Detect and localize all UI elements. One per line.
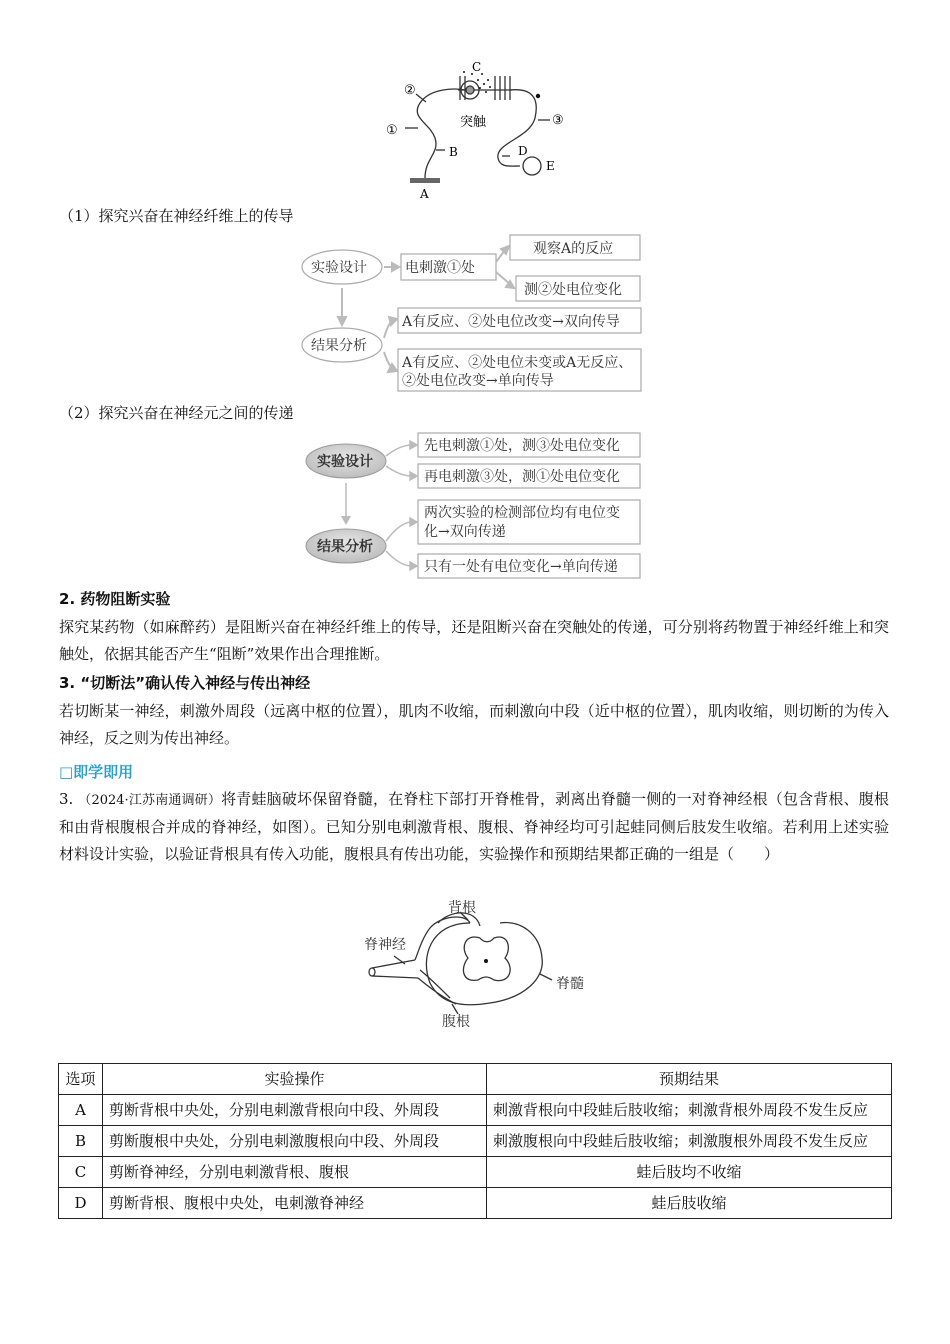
flow2-design: 实验设计: [317, 454, 373, 470]
flow1-observe: 观察A的反应: [533, 241, 614, 257]
flow2-result1-line1: 两次实验的检测部位均有电位变: [424, 505, 620, 521]
question-text: 将青蛙脑破坏保留脊髓，在脊柱下部打开脊椎骨，剥离出脊髓一侧的一对脊神经根（包含背根、腹根和由背根腹根合并成的脊神经，如图）。已知分别电刺激背根、腹根、脊神经均可引起蛙同侧后肢发生收缩。若利用上述实验材料设计实验，以验证背根具有传入功能，腹根具有传出功能，实验操作和预期结果都正确的一组是（ ）: [59, 790, 889, 863]
operation-cell: 剪断腹根中央处，分别电刺激腹根向中段、外周段: [103, 1126, 487, 1157]
flow2-step1: 先电刺激①处，测③处电位变化: [424, 438, 620, 454]
flow2-analysis: 结果分析: [317, 539, 373, 555]
option-label: A: [59, 1095, 103, 1126]
flow2-result1-line2: 化→双向传递: [424, 524, 506, 540]
table-row: [59, 1157, 892, 1188]
question-3: [59, 786, 889, 868]
flow1-result1: A有反应、②处电位改变→双向传导: [402, 314, 620, 330]
flow1-result2-line1: A有反应、②处电位未变或A无反应、: [402, 355, 633, 371]
label-B: B: [449, 145, 458, 159]
para-drug-block: 探究某药物（如麻醉药）是阻断兴奋在神经纤维上的传导，还是阻断兴奋在突触处的传递，可分别将药物置于神经纤维上和突触处，依据其能否产生“阻断”效果作出合理推断。: [59, 618, 889, 663]
heading2-num: 2: [59, 590, 70, 608]
flow1-stimulus: 电刺激①处: [405, 260, 475, 276]
table-header-row: [59, 1064, 892, 1095]
operation-cell: 剪断脊神经，分别电刺激背根、腹根: [103, 1157, 487, 1188]
flow1-result2-line2: ②处电位改变→单向传导: [402, 373, 554, 389]
label-ventral-root: 腹根: [442, 1014, 470, 1030]
heading2-text: 药物阻断实验: [80, 590, 171, 608]
options-table: [58, 1063, 892, 1219]
question-number: 3.: [59, 790, 79, 808]
option-label: B: [59, 1126, 103, 1157]
label-synapse: 突触: [460, 115, 487, 130]
para-cut-method: 若切断某一神经，刺激外周段（远离中枢的位置），肌肉不收缩，而刺激向中段（近中枢的位置），肌肉收缩，则切断的为传入神经，反之则为传出神经。: [59, 702, 889, 747]
header-result: 预期结果: [487, 1064, 892, 1095]
label-3: ③: [552, 113, 564, 128]
flowchart-transmission: [300, 428, 646, 582]
flow1-measure: 测②处电位变化: [524, 282, 622, 298]
heading-drug-block: [59, 589, 170, 609]
option-label: C: [59, 1157, 103, 1188]
label-dorsal-root: 背根: [448, 900, 476, 916]
result-cell: 刺激腹根向中段蛙后肢收缩；刺激腹根外周段不发生反应: [487, 1126, 892, 1157]
table-row: [59, 1126, 892, 1157]
label-2: ②: [404, 83, 416, 98]
operation-cell: 剪断背根中央处，分别电刺激背根向中段、外周段: [103, 1095, 487, 1126]
result-cell: 蛙后肢收缩: [487, 1188, 892, 1219]
heading-cut-method: 3. “切断法”确认传入神经与传出神经: [59, 674, 311, 692]
label-spinal-nerve: 脊神经: [364, 937, 406, 953]
flow1-design: 实验设计: [311, 260, 367, 276]
flow1-analysis: 结果分析: [311, 338, 367, 354]
flow2-step2: 再电刺激③处，测①处电位变化: [424, 469, 620, 485]
practice-tag: □即学即用: [59, 763, 134, 781]
option-label: D: [59, 1188, 103, 1219]
label-E: E: [546, 159, 555, 173]
spinal-cord-diagram: [360, 898, 600, 1032]
header-option: 选项: [59, 1064, 103, 1095]
label-D: D: [518, 144, 528, 158]
result-cell: 刺激背根向中段蛙后肢收缩；刺激背根外周段不发生反应: [487, 1095, 892, 1126]
neuron-diagram: [380, 58, 600, 200]
table-row: [59, 1095, 892, 1126]
flowchart-conduction: [298, 232, 648, 394]
operation-cell: 剪断背根、腹根中央处，电刺激脊神经: [103, 1188, 487, 1219]
heading2-dot: .: [69, 590, 81, 608]
section1-title: （1）探究兴奋在神经纤维上的传导: [59, 207, 294, 225]
header-operation: 实验操作: [103, 1064, 487, 1095]
section2-title: （2）探究兴奋在神经元之间的传递: [59, 404, 294, 422]
label-1: ①: [386, 123, 398, 138]
result-cell: 蛙后肢均不收缩: [487, 1157, 892, 1188]
table-row: [59, 1188, 892, 1219]
label-C: C: [472, 60, 482, 74]
label-spinal-cord: 脊髓: [556, 976, 584, 992]
label-A: A: [420, 187, 429, 200]
question-source: （2024·江苏南通调研）: [78, 793, 222, 808]
flow2-result2: 只有一处有电位变化→单向传递: [424, 559, 618, 575]
